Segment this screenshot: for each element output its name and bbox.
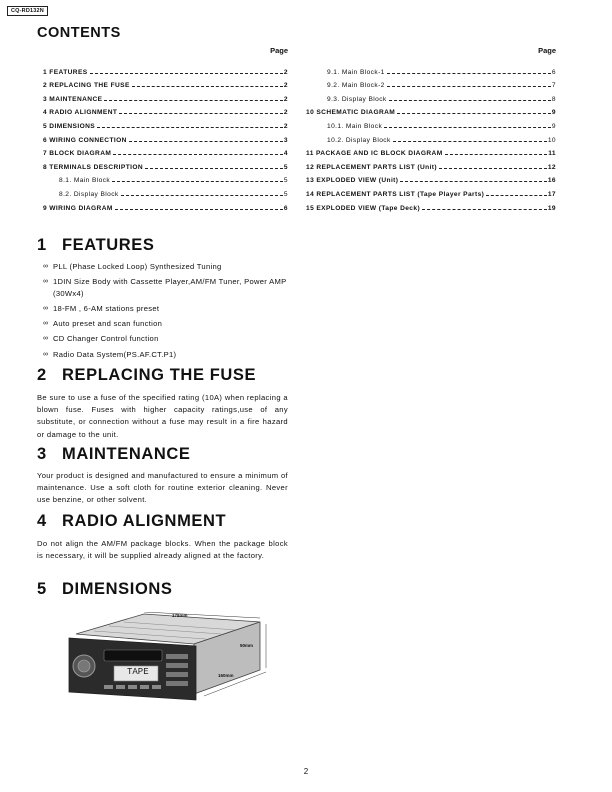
toc-entry[interactable] [43,130,288,144]
toc-entry[interactable] [306,62,556,76]
toc-entry-label: 9.2. Main Block-2 [327,82,385,90]
section-number: 5 [37,580,47,598]
feature-item [43,303,288,314]
toc-list-left [43,62,288,212]
toc-entry-page: 16 [547,177,556,185]
toc-entry[interactable] [306,116,556,130]
section-number: 3 [37,445,47,463]
toc-leader-line [387,73,551,74]
toc-entry[interactable] [43,103,288,117]
toc-entry-label: 11 PACKAGE AND IC BLOCK DIAGRAM [306,150,443,158]
feature-text: Auto preset and scan function [53,319,163,329]
toc-entry-label: 8 TERMINALS DESCRIPTION [43,163,144,171]
section-heading-dimensions [37,580,173,599]
section-title: FEATURES [62,236,155,254]
maintenance-paragraph: Your product is designed and manufactured to ensure a minimum of maintenance. Use a soft cloth for routine exterior cleaning. Never use benzine, or other solvent. [37,471,288,505]
toc-entry-page: 7 [551,82,556,90]
toc-entry-label: 10.1. Main Block [327,122,383,130]
toc-entry-label: 2 REPLACING THE FUSE [43,82,130,90]
bullet-icon: ∞ [43,304,49,312]
toc-leader-line [119,113,283,114]
toc-leader-line [112,181,283,182]
toc-entry-page: 2 [283,109,288,117]
toc-leader-line [393,141,547,142]
toc-entry[interactable] [43,76,288,90]
toc-entry[interactable] [306,103,556,117]
toc-entry-page: 2 [283,95,288,103]
feature-text: PLL (Phase Locked Loop) Synthesized Tuning [53,262,222,271]
toc-entry-page: 10 [547,136,556,144]
toc-entry-page: 9 [551,122,556,130]
toc-entry-page: 4 [283,150,288,158]
toc-leader-line [486,195,547,196]
section-heading-radio-alignment [37,512,226,531]
toc-leader-line [129,141,283,142]
section-title: REPLACING THE FUSE [62,366,257,384]
toc-entry-page: 5 [283,190,288,198]
toc-leader-line [445,154,548,155]
toc-entry-label: 4 RADIO ALIGNMENT [43,109,118,117]
section-heading-fuse [37,366,256,385]
toc-entry[interactable] [306,198,556,212]
toc-entry-page: 17 [547,190,556,198]
feature-text: Radio Data System(PS.AF.CT.P1) [53,349,177,359]
toc-entry[interactable] [306,89,556,103]
toc-right-column [306,46,556,212]
toc-entry[interactable] [306,184,556,198]
fuse-paragraph: Be sure to use a fuse of the specified rating (10A) when replacing a blown fuse. Fuses with higher capacity ratings,use of any substitute, or connection without a fuse may result in a fire hazard or damage to the unit. [37,393,288,439]
toc-entry-page: 2 [283,68,288,76]
toc-entry[interactable] [306,130,556,144]
toc-entry[interactable] [43,144,288,158]
toc-entry-label: 9 WIRING DIAGRAM [43,204,113,212]
toc-entry-label: 9.1. Main Block-1 [327,68,385,76]
toc-entry-label: 3 MAINTENANCE [43,95,103,103]
toc-leader-line [104,100,283,101]
section-title: DIMENSIONS [62,580,173,598]
toc-entry-label: 7 BLOCK DIAGRAM [43,150,112,158]
toc-entry-page: 2 [283,82,288,90]
toc-leader-line [115,209,283,210]
toc-list-right [306,62,556,212]
feature-item [43,318,288,329]
toc-leader-line [121,195,283,196]
toc-entry-label: 10.2. Display Block [327,136,391,144]
toc-leader-line [439,168,547,169]
toc-leader-line [422,209,547,210]
bullet-icon: ∞ [43,335,49,343]
toc-entry[interactable] [43,171,288,185]
toc-leader-line [387,86,551,87]
toc-entry[interactable] [306,157,556,171]
bullet-icon: ∞ [43,263,49,270]
toc-entry-page: 9 [551,109,556,117]
contents-title: CONTENTS [37,25,121,41]
toc-entry[interactable] [43,116,288,130]
toc-entry-page: 11 [548,150,556,158]
feature-item [43,276,288,299]
toc-entry-label: 8.1. Main Block [59,177,111,185]
toc-entry-label: 15 EXPLODED VIEW (Tape Deck) [306,204,421,212]
height-dimension-label: 50mm [240,643,254,648]
feature-text: CD Changer Control function [53,334,159,344]
toc-entry-label: 5 DIMENSIONS [43,122,96,130]
toc-page-header: Page [538,46,556,55]
bullet-icon: ∞ [43,350,49,358]
depth-dimension-label: 160mm [218,673,234,678]
toc-entry-label: 8.2. Display Block [59,190,119,198]
toc-entry-label: 9.3. Display Block [327,95,387,103]
feature-item [43,333,288,344]
toc-leader-line [145,168,283,169]
toc-leader-line [384,127,551,128]
toc-leader-line [97,127,283,128]
toc-entry-page: 12 [547,163,556,171]
toc-entry-page: 5 [283,177,288,185]
toc-entry[interactable] [43,184,288,198]
toc-leader-line [400,181,546,182]
toc-entry-page: 5 [283,163,288,171]
toc-entry-page: 19 [547,204,556,212]
toc-entry-label: 14 REPLACEMENT PARTS LIST (Tape Player Parts) [306,190,485,198]
toc-entry-page: 2 [283,122,288,130]
toc-entry-label: 13 EXPLODED VIEW (Unit) [306,177,399,185]
toc-entry[interactable] [306,144,556,158]
toc-entry-page: 6 [551,68,556,76]
section-heading-maintenance [37,445,191,464]
section-title: MAINTENANCE [62,445,191,463]
toc-leader-line [113,154,283,155]
toc-entry-label: 12 REPLACEMENT PARTS LIST (Unit) [306,163,438,171]
section-heading-features [37,236,155,255]
car-stereo-illustration [64,612,274,722]
toc-page-header: Page [270,46,288,55]
toc-entry-page: 3 [283,136,288,144]
toc-entry-label: 1 FEATURES [43,68,88,76]
toc-entry-page: 6 [283,204,288,212]
toc-leader-line [397,113,551,114]
feature-item [43,261,288,272]
toc-entry-label: 10 SCHEMATIC DIAGRAM [306,109,396,117]
display-readout: TAPE [127,667,149,677]
model-number-tag: CQ-RD132N [7,6,48,16]
toc-entry[interactable] [43,89,288,103]
toc-entry[interactable] [43,198,288,212]
section-number: 4 [37,512,47,530]
radio-alignment-paragraph: Do not align the AM/FM package blocks. When the package block is necessary, it will be supplied already aligned at the factory. [37,539,288,561]
feature-item [43,349,288,360]
toc-entry[interactable] [43,62,288,76]
toc-entry[interactable] [43,157,288,171]
features-list [43,261,288,364]
toc-left-column [43,46,288,212]
toc-entry[interactable] [306,171,556,185]
toc-leader-line [90,73,283,74]
feature-text: 18-FM , 6-AM stations preset [53,303,160,313]
toc-leader-line [389,100,551,101]
feature-text: 1DIN Size Body with Cassette Player,AM/FM Tuner, Power AMP (30Wx4) [53,277,287,298]
bullet-icon: ∞ [43,278,49,286]
section-title: RADIO ALIGNMENT [62,512,227,530]
section-number: 1 [37,236,47,254]
page-number: 2 [303,767,309,776]
bullet-icon: ∞ [43,320,49,328]
toc-entry-page: 8 [551,95,556,103]
dimensions-figure [64,612,274,722]
width-dimension-label: 178mm [172,613,188,618]
toc-entry[interactable] [306,76,556,90]
toc-entry-label: 6 WIRING CONNECTION [43,136,127,144]
toc-leader-line [132,86,283,87]
section-number: 2 [37,366,47,384]
